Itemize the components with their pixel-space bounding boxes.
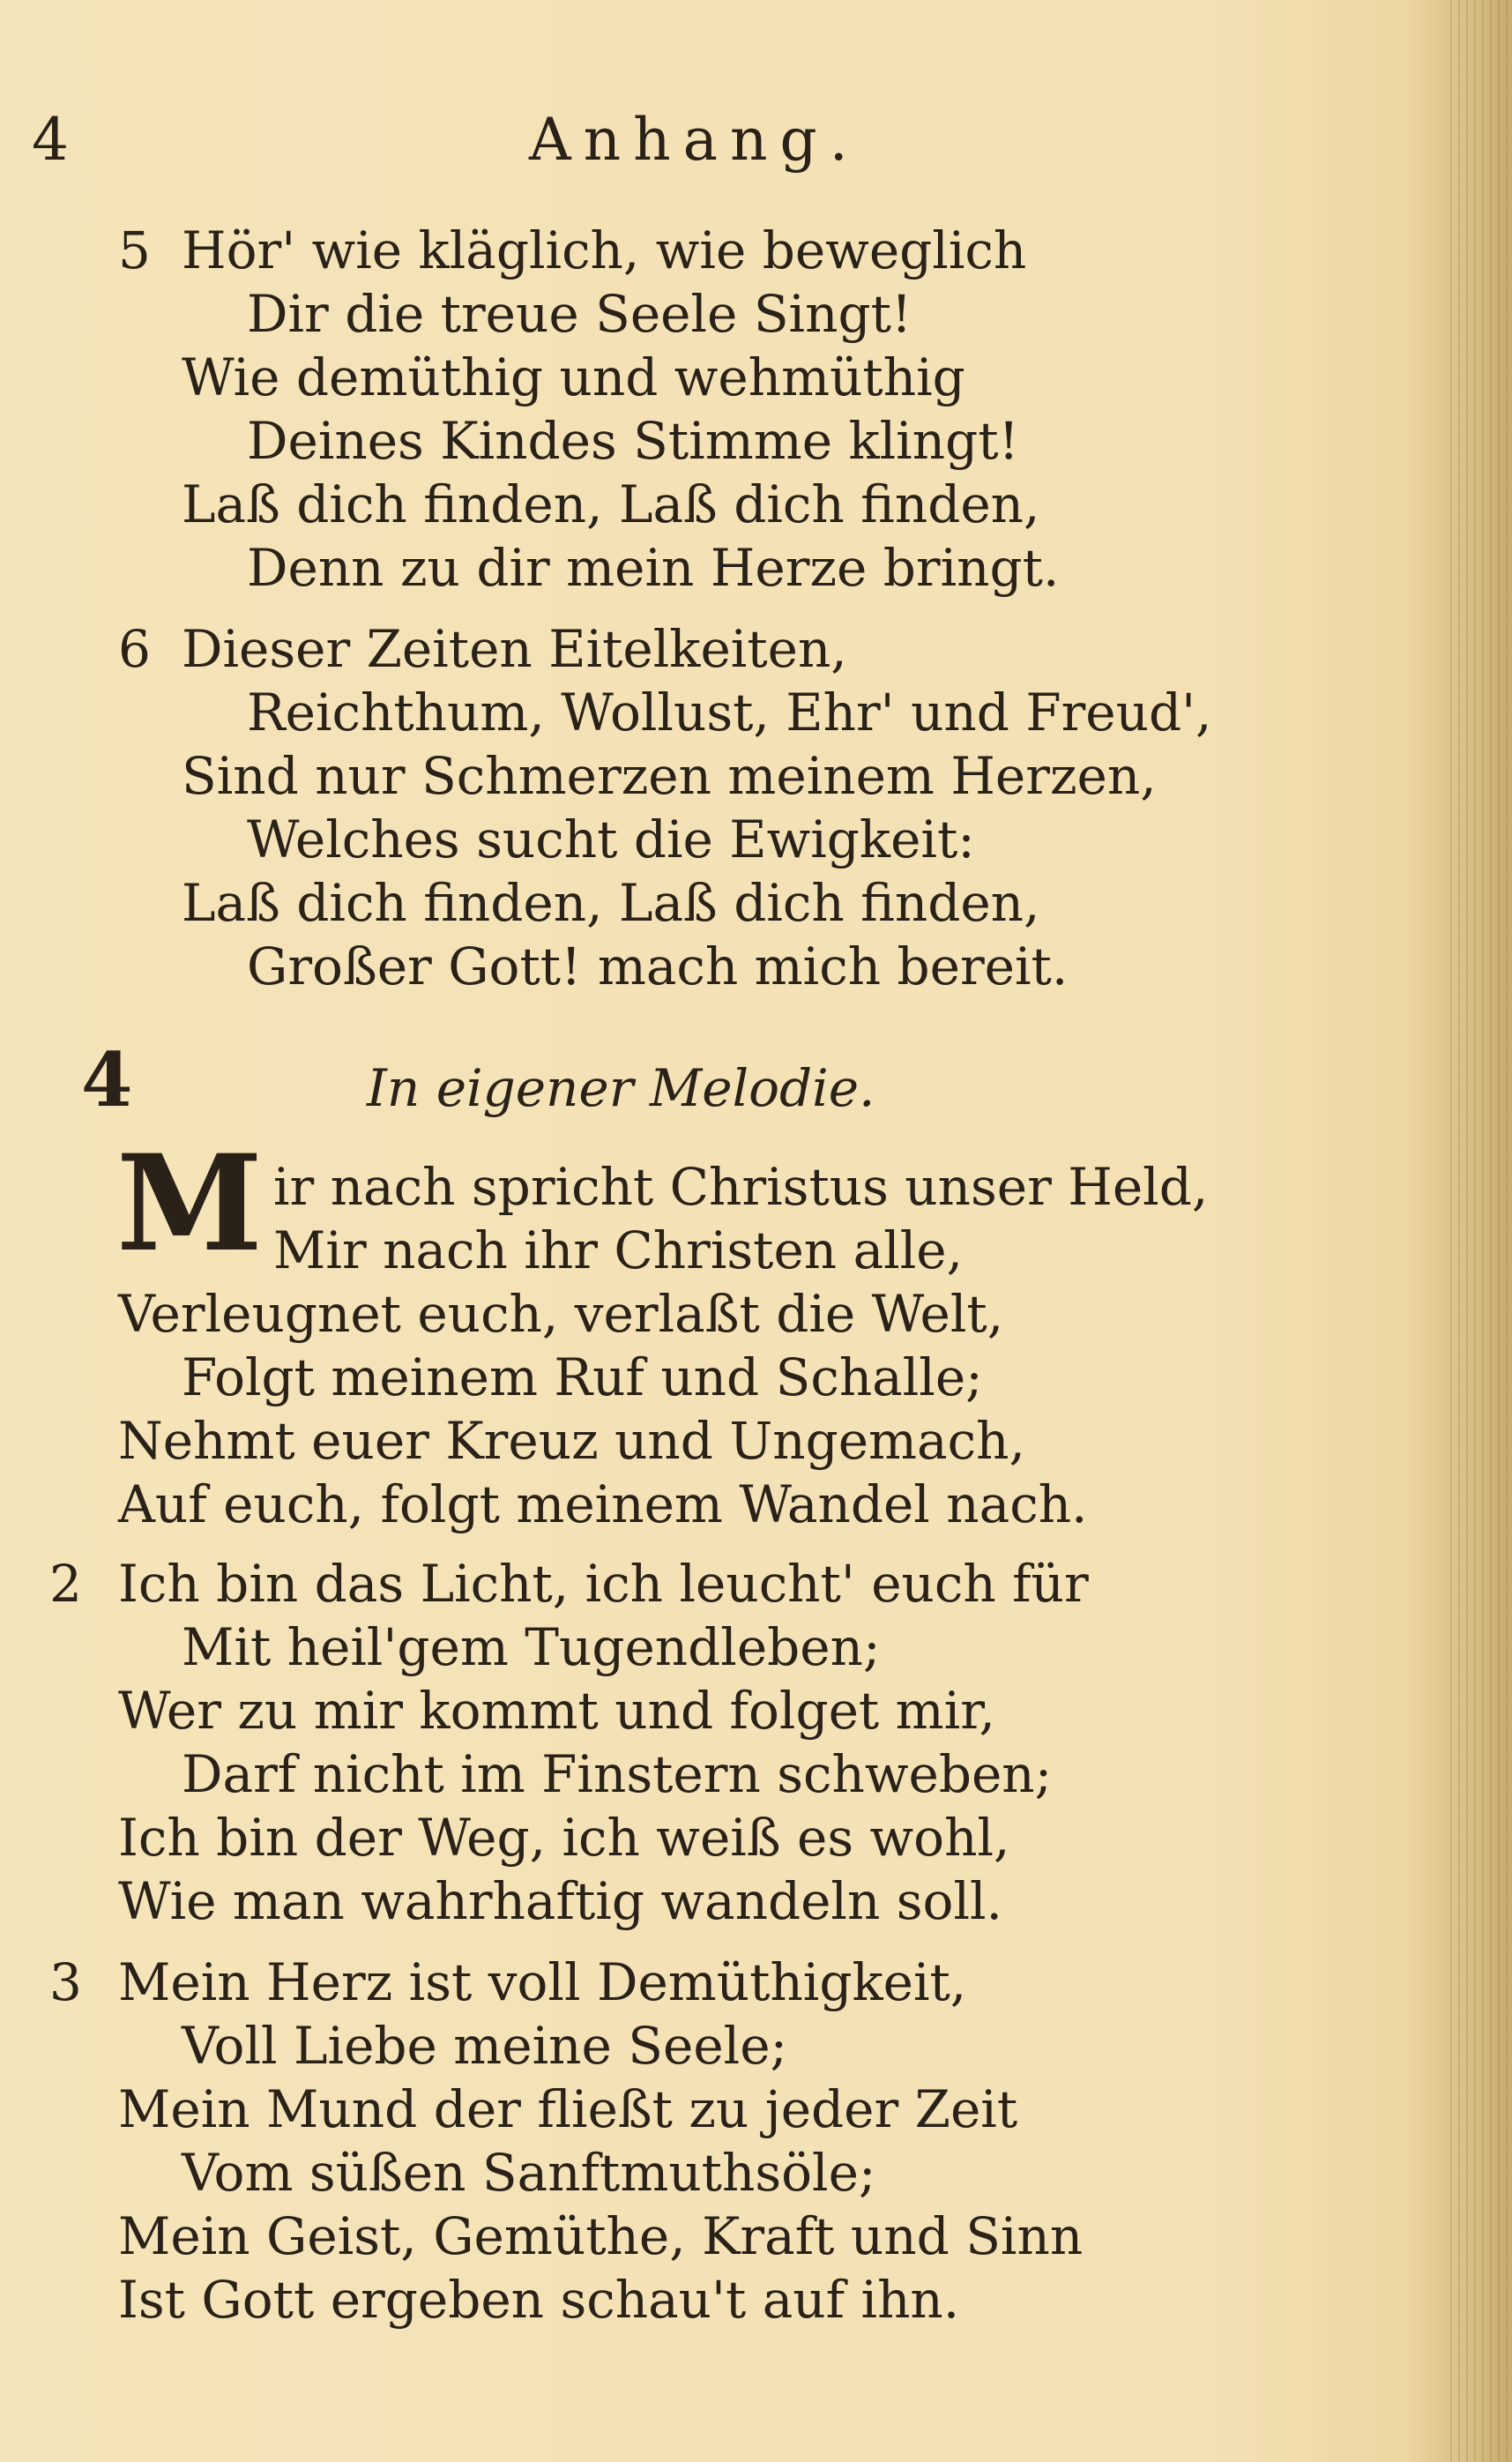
verse-line: Hör' wie kläglich, wie beweglich [182, 220, 1027, 280]
verse-line: Ich bin das Licht, ich leucht' euch für [118, 1554, 1089, 1614]
verse-line: Ist Gott ergeben schau't auf ihn. [118, 2270, 960, 2330]
verse-line: Mein Mund der fließt zu jeder Zeit [118, 2079, 1018, 2139]
page-number: 4 [32, 106, 69, 174]
verse-line: Mit heil'gem Tugendleben; [182, 1617, 881, 1677]
verse-line: Vom süßen Sanftmuthsöle; [182, 2143, 876, 2203]
page-header [0, 106, 1512, 185]
stanza-number: 2 [49, 1554, 82, 1614]
verse-line: Denn zu dir mein Herze bringt. [247, 538, 1060, 598]
verse-line: Mein Geist, Gemüthe, Kraft und Sinn [118, 2206, 1084, 2266]
verse-line: Voll Liebe meine Seele; [182, 2016, 788, 2076]
verse-line: Folgt meinem Ruf und Schalle; [182, 1347, 983, 1407]
verse-line: Welches sucht die Ewigkeit: [247, 809, 975, 869]
verse-line: Sind nur Schmerzen meinem Herzen, [182, 746, 1157, 806]
verse-line: Deines Kindes Stimme klingt! [247, 411, 1019, 471]
verse-line: Mein Herz ist voll Demüthigkeit, [118, 1952, 967, 2012]
verse-line: Darf nicht im Finstern schweben; [182, 1744, 1053, 1804]
stanza-number: 5 [118, 220, 151, 280]
verse-line: Laß dich finden, Laß dich finden, [182, 474, 1040, 534]
verse-line: Auf euch, folgt meinem Wandel nach. [118, 1474, 1088, 1534]
melody-heading: In eigener Melodie. [367, 1058, 875, 1118]
drop-cap: M [116, 1126, 264, 1281]
verse-line: ir nach spricht Christus unser Held, [273, 1157, 1209, 1217]
verse-line: Wie man wahrhaftig wandeln soll. [118, 1871, 1002, 1931]
verse-line: Großer Gott! mach mich bereit. [247, 936, 1069, 996]
stanza-number: 6 [118, 619, 151, 679]
verse-line: Mir nach ihr Christen alle, [273, 1220, 964, 1280]
hymn-number: 4 [81, 1036, 133, 1123]
verse-line: Dieser Zeiten Eitelkeiten, [182, 619, 847, 679]
page-edge [1450, 0, 1512, 2462]
verse-line: Laß dich finden, Laß dich finden, [182, 873, 1040, 933]
verse-line: Wer zu mir kommt und folget mir, [118, 1681, 995, 1741]
verse-line: Verleugnet euch, verlaßt die Welt, [118, 1284, 1004, 1344]
verse-line: Nehmt euer Kreuz und Ungemach, [118, 1411, 1025, 1471]
stanza-number: 3 [49, 1952, 82, 2012]
verse-line: Dir die treue Seele Singt! [247, 284, 912, 344]
verse-line: Reichthum, Wollust, Ehr' und Freud', [247, 683, 1212, 742]
verse-line: Ich bin der Weg, ich weiß es wohl, [118, 1808, 1010, 1868]
running-title: Anhang. [529, 106, 860, 174]
verse-line: Wie demüthig und wehmüthig [182, 347, 965, 407]
